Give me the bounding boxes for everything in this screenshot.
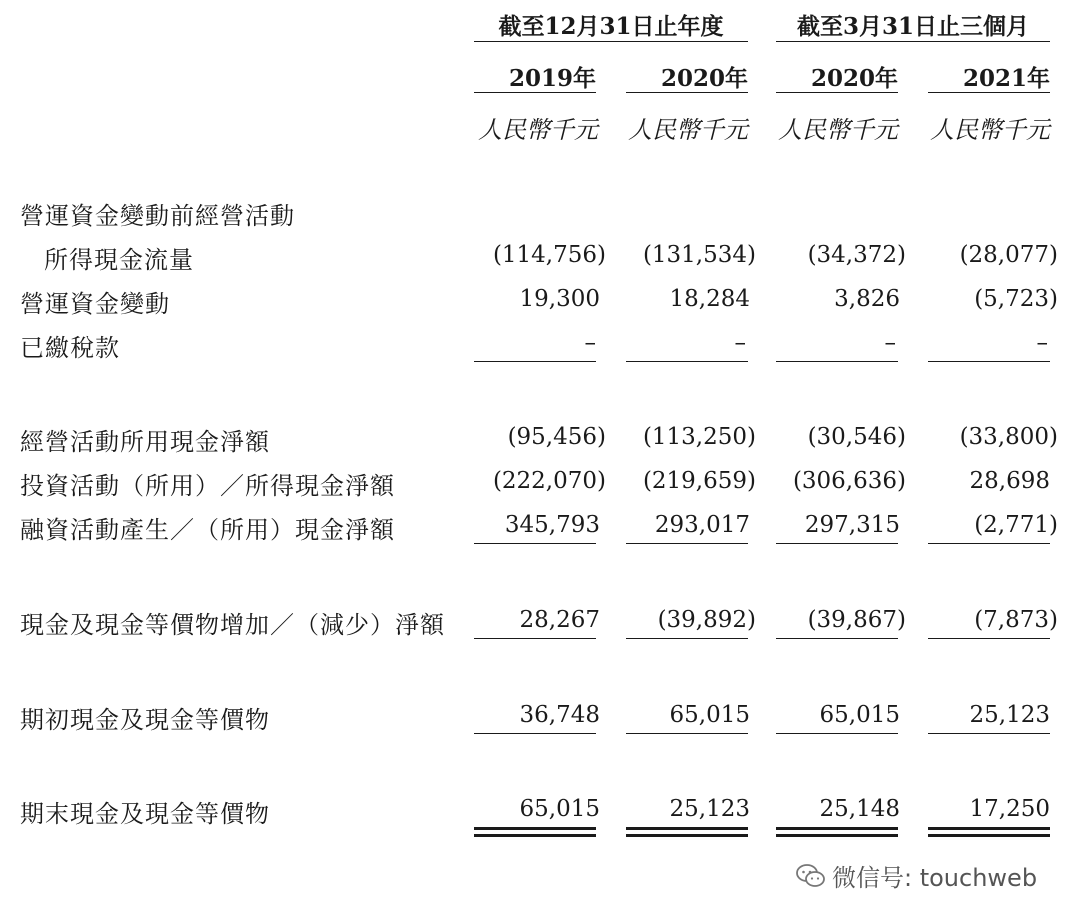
subtotal-rule-10 — [626, 638, 748, 639]
cell-r4-c1: (95,456) — [507, 424, 606, 450]
cell-r5-c3: (306,636) — [792, 468, 906, 494]
year-rule-1 — [474, 92, 596, 93]
subtotal-rule-15 — [776, 733, 898, 734]
row-label-operating-cash-flow: 所得現金流量 — [44, 246, 194, 274]
cell-r8-c3: 65,015 — [819, 702, 900, 728]
subtotal-rule-5 — [474, 543, 596, 544]
subtotal-rule-11 — [776, 638, 898, 639]
subtotal-rule-2 — [626, 361, 748, 362]
total-double-rule-2 — [626, 827, 748, 837]
cell-r6-c2: 293,017 — [654, 512, 750, 538]
year-header-2: 2020年 — [660, 65, 748, 92]
cell-r6-c1: 345,793 — [504, 512, 600, 538]
subtotal-rule-14 — [626, 733, 748, 734]
watermark-text: 微信号: touchweb — [832, 864, 1038, 892]
cell-r5-c1: (222,070) — [492, 468, 606, 494]
row-label-net-cash-financing: 融資活動產生／（所用）現金淨額 — [20, 516, 395, 544]
cell-r2-c4: (5,723) — [974, 286, 1058, 312]
subtotal-rule-4 — [928, 361, 1050, 362]
subtotal-rule-6 — [626, 543, 748, 544]
group-header-annual: 截至12月31日止年度 — [498, 13, 724, 40]
cell-r4-c4: (33,800) — [959, 424, 1058, 450]
year-header-3: 2020年 — [810, 65, 898, 92]
unit-header-4: 人民幣千元 — [930, 116, 1050, 144]
cell-r7-c2: (39,892) — [657, 607, 756, 633]
cell-r7-c4: (7,873) — [974, 607, 1058, 633]
cell-r1-c4: (28,077) — [959, 242, 1058, 268]
cell-r1-c1: (114,756) — [492, 242, 606, 268]
cell-r3-c2: – — [734, 330, 746, 356]
subtotal-rule-9 — [474, 638, 596, 639]
cell-r4-c2: (113,250) — [642, 424, 756, 450]
total-double-rule-1 — [474, 827, 596, 837]
subtotal-rule-7 — [776, 543, 898, 544]
row-label-net-change-cash: 現金及現金等價物增加／（減少）淨額 — [20, 611, 445, 639]
cell-r2-c2: 18,284 — [669, 286, 750, 312]
watermark — [796, 858, 1037, 893]
subtotal-rule-1 — [474, 361, 596, 362]
cell-r9-c3: 25,148 — [819, 796, 900, 822]
row-label-opening-cash: 期初現金及現金等價物 — [20, 706, 270, 734]
group-header-annual-rule — [474, 41, 748, 42]
subtotal-rule-8 — [928, 543, 1050, 544]
total-double-rule-4 — [928, 827, 1050, 837]
cell-r7-c3: (39,867) — [807, 607, 906, 633]
cell-r6-c4: (2,771) — [974, 512, 1058, 538]
cell-r8-c2: 65,015 — [669, 702, 750, 728]
cell-r9-c2: 25,123 — [669, 796, 750, 822]
row-label-working-capital-changes: 營運資金變動 — [20, 290, 170, 318]
subtotal-rule-3 — [776, 361, 898, 362]
subtotal-rule-13 — [474, 733, 596, 734]
cell-r8-c1: 36,748 — [519, 702, 600, 728]
cell-r3-c4: – — [1036, 330, 1048, 356]
year-header-4: 2021年 — [962, 65, 1050, 92]
row-label-taxes-paid: 已繳稅款 — [20, 334, 120, 362]
cell-r1-c2: (131,534) — [642, 242, 756, 268]
wechat-icon — [796, 863, 826, 889]
group-header-quarter-rule — [776, 41, 1050, 42]
year-header-1: 2019年 — [508, 65, 596, 92]
cell-r8-c4: 25,123 — [969, 702, 1050, 728]
cell-r3-c1: – — [584, 330, 596, 356]
subtotal-rule-16 — [928, 733, 1050, 734]
subtotal-rule-12 — [928, 638, 1050, 639]
cell-r3-c3: – — [884, 330, 896, 356]
cell-r1-c3: (34,372) — [807, 242, 906, 268]
cell-r2-c1: 19,300 — [519, 286, 600, 312]
cell-r5-c4: 28,698 — [969, 468, 1050, 494]
total-double-rule-3 — [776, 827, 898, 837]
cell-r9-c4: 17,250 — [969, 796, 1050, 822]
unit-header-1: 人民幣千元 — [478, 116, 598, 144]
unit-header-3: 人民幣千元 — [778, 116, 898, 144]
group-header-quarter: 截至3月31日止三個月 — [796, 13, 1029, 40]
row-label-net-cash-investing: 投資活動（所用）／所得現金淨額 — [20, 472, 395, 500]
cell-r6-c3: 297,315 — [804, 512, 900, 538]
unit-header-2: 人民幣千元 — [628, 116, 748, 144]
cell-r5-c2: (219,659) — [642, 468, 756, 494]
year-rule-2 — [626, 92, 748, 93]
year-rule-3 — [776, 92, 898, 93]
cell-r2-c3: 3,826 — [834, 286, 900, 312]
cell-r4-c3: (30,546) — [807, 424, 906, 450]
year-rule-4 — [928, 92, 1050, 93]
row-label-closing-cash: 期末現金及現金等價物 — [20, 800, 270, 828]
row-label-net-cash-operating: 經營活動所用現金淨額 — [20, 428, 270, 456]
cell-r7-c1: 28,267 — [519, 607, 600, 633]
row-label-operating-before-wc: 營運資金變動前經營活動 — [20, 202, 295, 230]
cell-r9-c1: 65,015 — [519, 796, 600, 822]
